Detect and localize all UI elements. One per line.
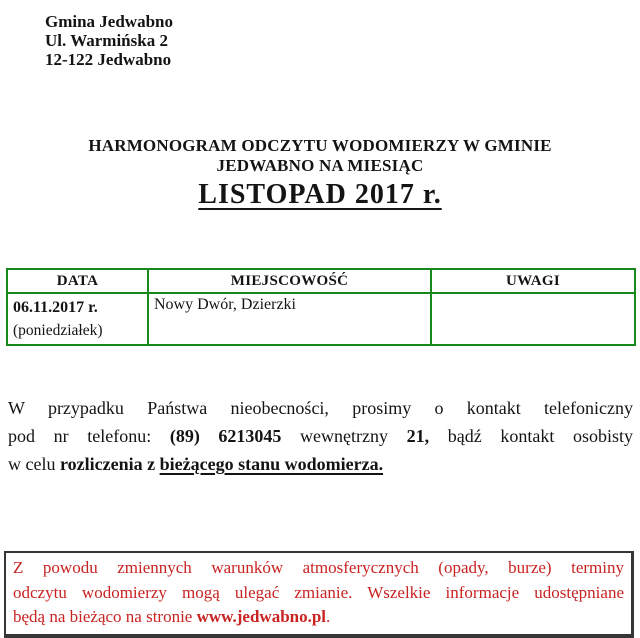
contact-line-2-rest: bądź kontakt osobisty [429, 426, 633, 446]
notice-line-3 [13, 605, 624, 630]
cell-remarks [431, 293, 635, 345]
table-row [7, 293, 635, 345]
title-line-1: HARMONOGRAM ODCZYTU WODOMIERZY W GMINIE [88, 136, 552, 155]
title-month: LISTOPAD 2017 r. [198, 179, 442, 210]
contact-line-3 [8, 450, 633, 478]
notice-line-3-intro: będą na bieżąco na stronie [13, 607, 197, 626]
notice-line-3-period: . [326, 607, 331, 626]
sender-postal-city: 12-122 Jedwabno [45, 50, 172, 69]
column-header-remarks: UWAGI [431, 269, 635, 293]
sender-street: Ul. Warmińska 2 [45, 31, 168, 50]
contact-settlement-bold: rozliczenia z [59, 454, 160, 474]
column-header-place: MIEJSCOWOŚĆ [148, 269, 431, 293]
sender-address-block [45, 12, 173, 69]
sender-name: Gmina Jedwabno [45, 12, 173, 31]
column-header-date: DATA [7, 269, 148, 293]
schedule-table [6, 268, 636, 346]
weather-notice-box [4, 551, 634, 638]
contact-line-1: W przypadku Państwa nieobecności, prosimy o kontakt telefoniczny [8, 398, 633, 418]
notice-line-1: Z powodu zmiennych warunków atmosferycznych (opady, burze) terminy [13, 558, 624, 577]
cell-date [7, 293, 148, 345]
contact-line-3-intro: w celu [8, 454, 60, 474]
cell-place: Nowy Dwór, Dzierzki [148, 293, 431, 345]
reading-date: 06.11.2017 r. [13, 299, 98, 316]
extension-number: 21, [406, 426, 430, 446]
document-title-block [0, 136, 640, 211]
notice-line-2: odczytu wodomierzy mogą ulegać zmianie. Wszelkie informacje udostępniane [13, 582, 624, 602]
contact-paragraph [8, 394, 633, 478]
contact-extension-label: wewnętrzny [281, 426, 407, 446]
table-header-row [7, 269, 635, 293]
contact-line-2 [8, 422, 633, 450]
website-url: www.jedwabno.pl [196, 607, 327, 626]
contact-meter-state-underlined: bieżącego stanu wodomierza. [159, 454, 384, 474]
title-line-2: JEDWABNO NA MIESIĄC [216, 155, 424, 175]
phone-number: (89) 6213045 [169, 426, 282, 446]
contact-phone-intro: pod nr telefonu: [8, 426, 170, 446]
reading-weekday: (poniedziałek) [13, 322, 103, 339]
